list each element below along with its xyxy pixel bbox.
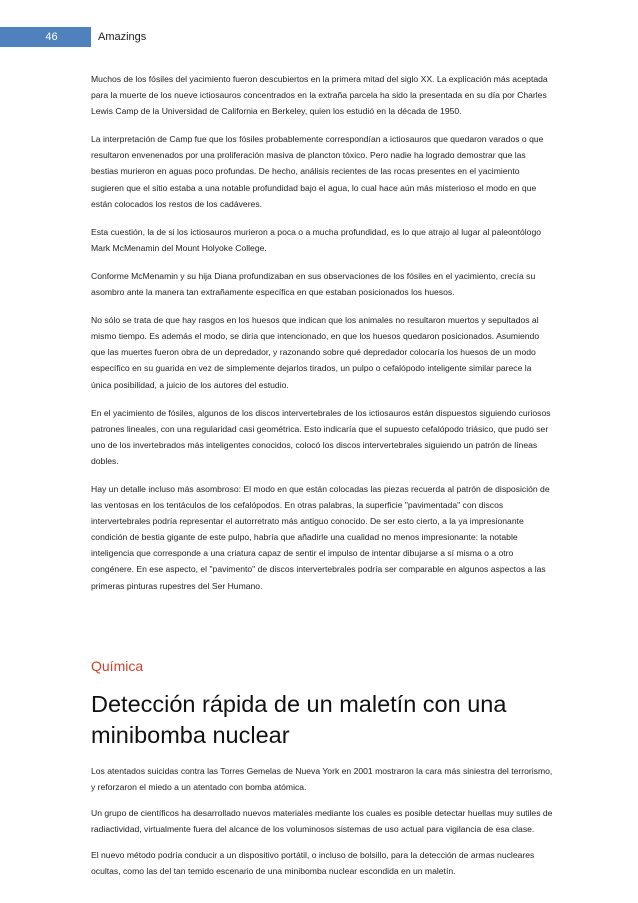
body-paragraph: La interpretación de Camp fue que los fósiles probablemente correspondían a ictiosauros que quedaron varados o que resultaron envenenados por una proliferación masiva de plancton tóxico. Pero nadie ha logrado demostrar que las bestias murieron en aguas poco profundas. De hecho, análisis recientes de las rocas presentes en el yacimiento sugieren que el sitio estaba a una notable profundidad bajo el agua, lo cual hace aún más misterioso el modo en que están colocados los restos de los cadáveres. [91,134,544,209]
page-header [0,27,638,47]
article-body [91,763,553,880]
article-paragraph: Un grupo de científicos ha desarrollado nuevos materiales mediante los cuales es posible detectar huellas muy sutiles de radiactividad, virtualmente fuera del alcance de los voluminosos sistemas de uso actual para vigilancia de esa clase. [91,807,553,834]
body-paragraph: En el yacimiento de fósiles, algunos de los discos intervertebrales de los ictiosauros están dispuestos siguiendo curiosos patrones lineales, con una regularidad casi geométrica. Esto indicaría que el supuesto cefalópodo triásico, que pudo ser uno de los invertebrados más inteligentes conocidos, colocó los discos intervertebrales siguiendo un patrón de líneas dobles. [91,407,551,466]
page-number: 46 [0,27,91,47]
article-paragraph: El nuevo método podría conducir a un dispositivo portátil, o incluso de bolsillo, para la detección de armas nucleares ocultas, como las del tan temido escenario de una minibomba nuclear escondida en un maletín. [91,850,535,877]
body-paragraph: Muchos de los fósiles del yacimiento fueron descubiertos en la primera mitad del siglo XX. La explicación más aceptada para la muerte de los nueve ictiosauros concentrados en la extraña parcela ha sido la presentada en su día por Charles Lewis Camp de la Universidad de California en Berkeley, quien los estudió en la década de 1950. [91,74,548,117]
section-label: Química [91,657,144,674]
article-paragraph: Los atentados suicidas contra las Torres Gemelas de Nueva York en 2001 mostraron la cara más siniestra del terrorismo, y reforzaron el miedo a un atentado con bomba atómica. [91,765,553,792]
page-content [91,71,553,889]
body-paragraph: Esta cuestión, la de si los ictiosauros murieron a poca o a mucha profundidad, es lo que atrajo al lugar al paleontólogo Mark McMenamin del Mount Holyoke College. [91,226,542,253]
article-title: Detección rápida de un maletín con una minibomba nuclear [91,690,507,748]
body-paragraph: Hay un detalle incluso más asombroso: El modo en que están colocadas las piezas recuerda al patrón de disposición de las ventosas en los tentáculos de los cefalópodos. En otras palabras, la superficie "pavimentada" con discos intervertebrales podría representar el autorretrato más antiguo conocido. De ser esto cierto, a la ya impresionante condición de bestia gigante de este pulpo, habría que añadirle una cualidad no menos impresionante: la notable inteligencia que corresponde a una criatura capaz de sentir el impulso de intentar dibujarse a sí misma o a otro congénere. En ese aspecto, el "pavimento" de discos intervertebrales podría ser comparable en algunos aspectos a las primeras pinturas rupestres del Ser Humano. [91,483,550,591]
body-paragraph: No sólo se trata de que hay rasgos en los huesos que indican que los animales no resultaron muertos y sepultados al mismo tiempo. Es además el modo, se diría que intencionado, en que los huesos quedaron posicionados. Asumiendo que las muertes fueron obra de un depredador, y razonando sobre qué depredador colocaría los huesos de un modo específico en su guarida en vez de simplemente dejarlos tirados, un pulpo o cefalópodo inteligente similar parece la única posibilidad, a juicio de los autores del estudio. [91,315,540,390]
running-title: Amazings [98,31,147,43]
body-paragraph: Conforme McMenamin y su hija Diana profundizaban en sus observaciones de los fósiles en el yacimiento, crecía su asombro ante la manera tan extrañamente específica en que estaban posicionados los huesos. [91,270,536,298]
